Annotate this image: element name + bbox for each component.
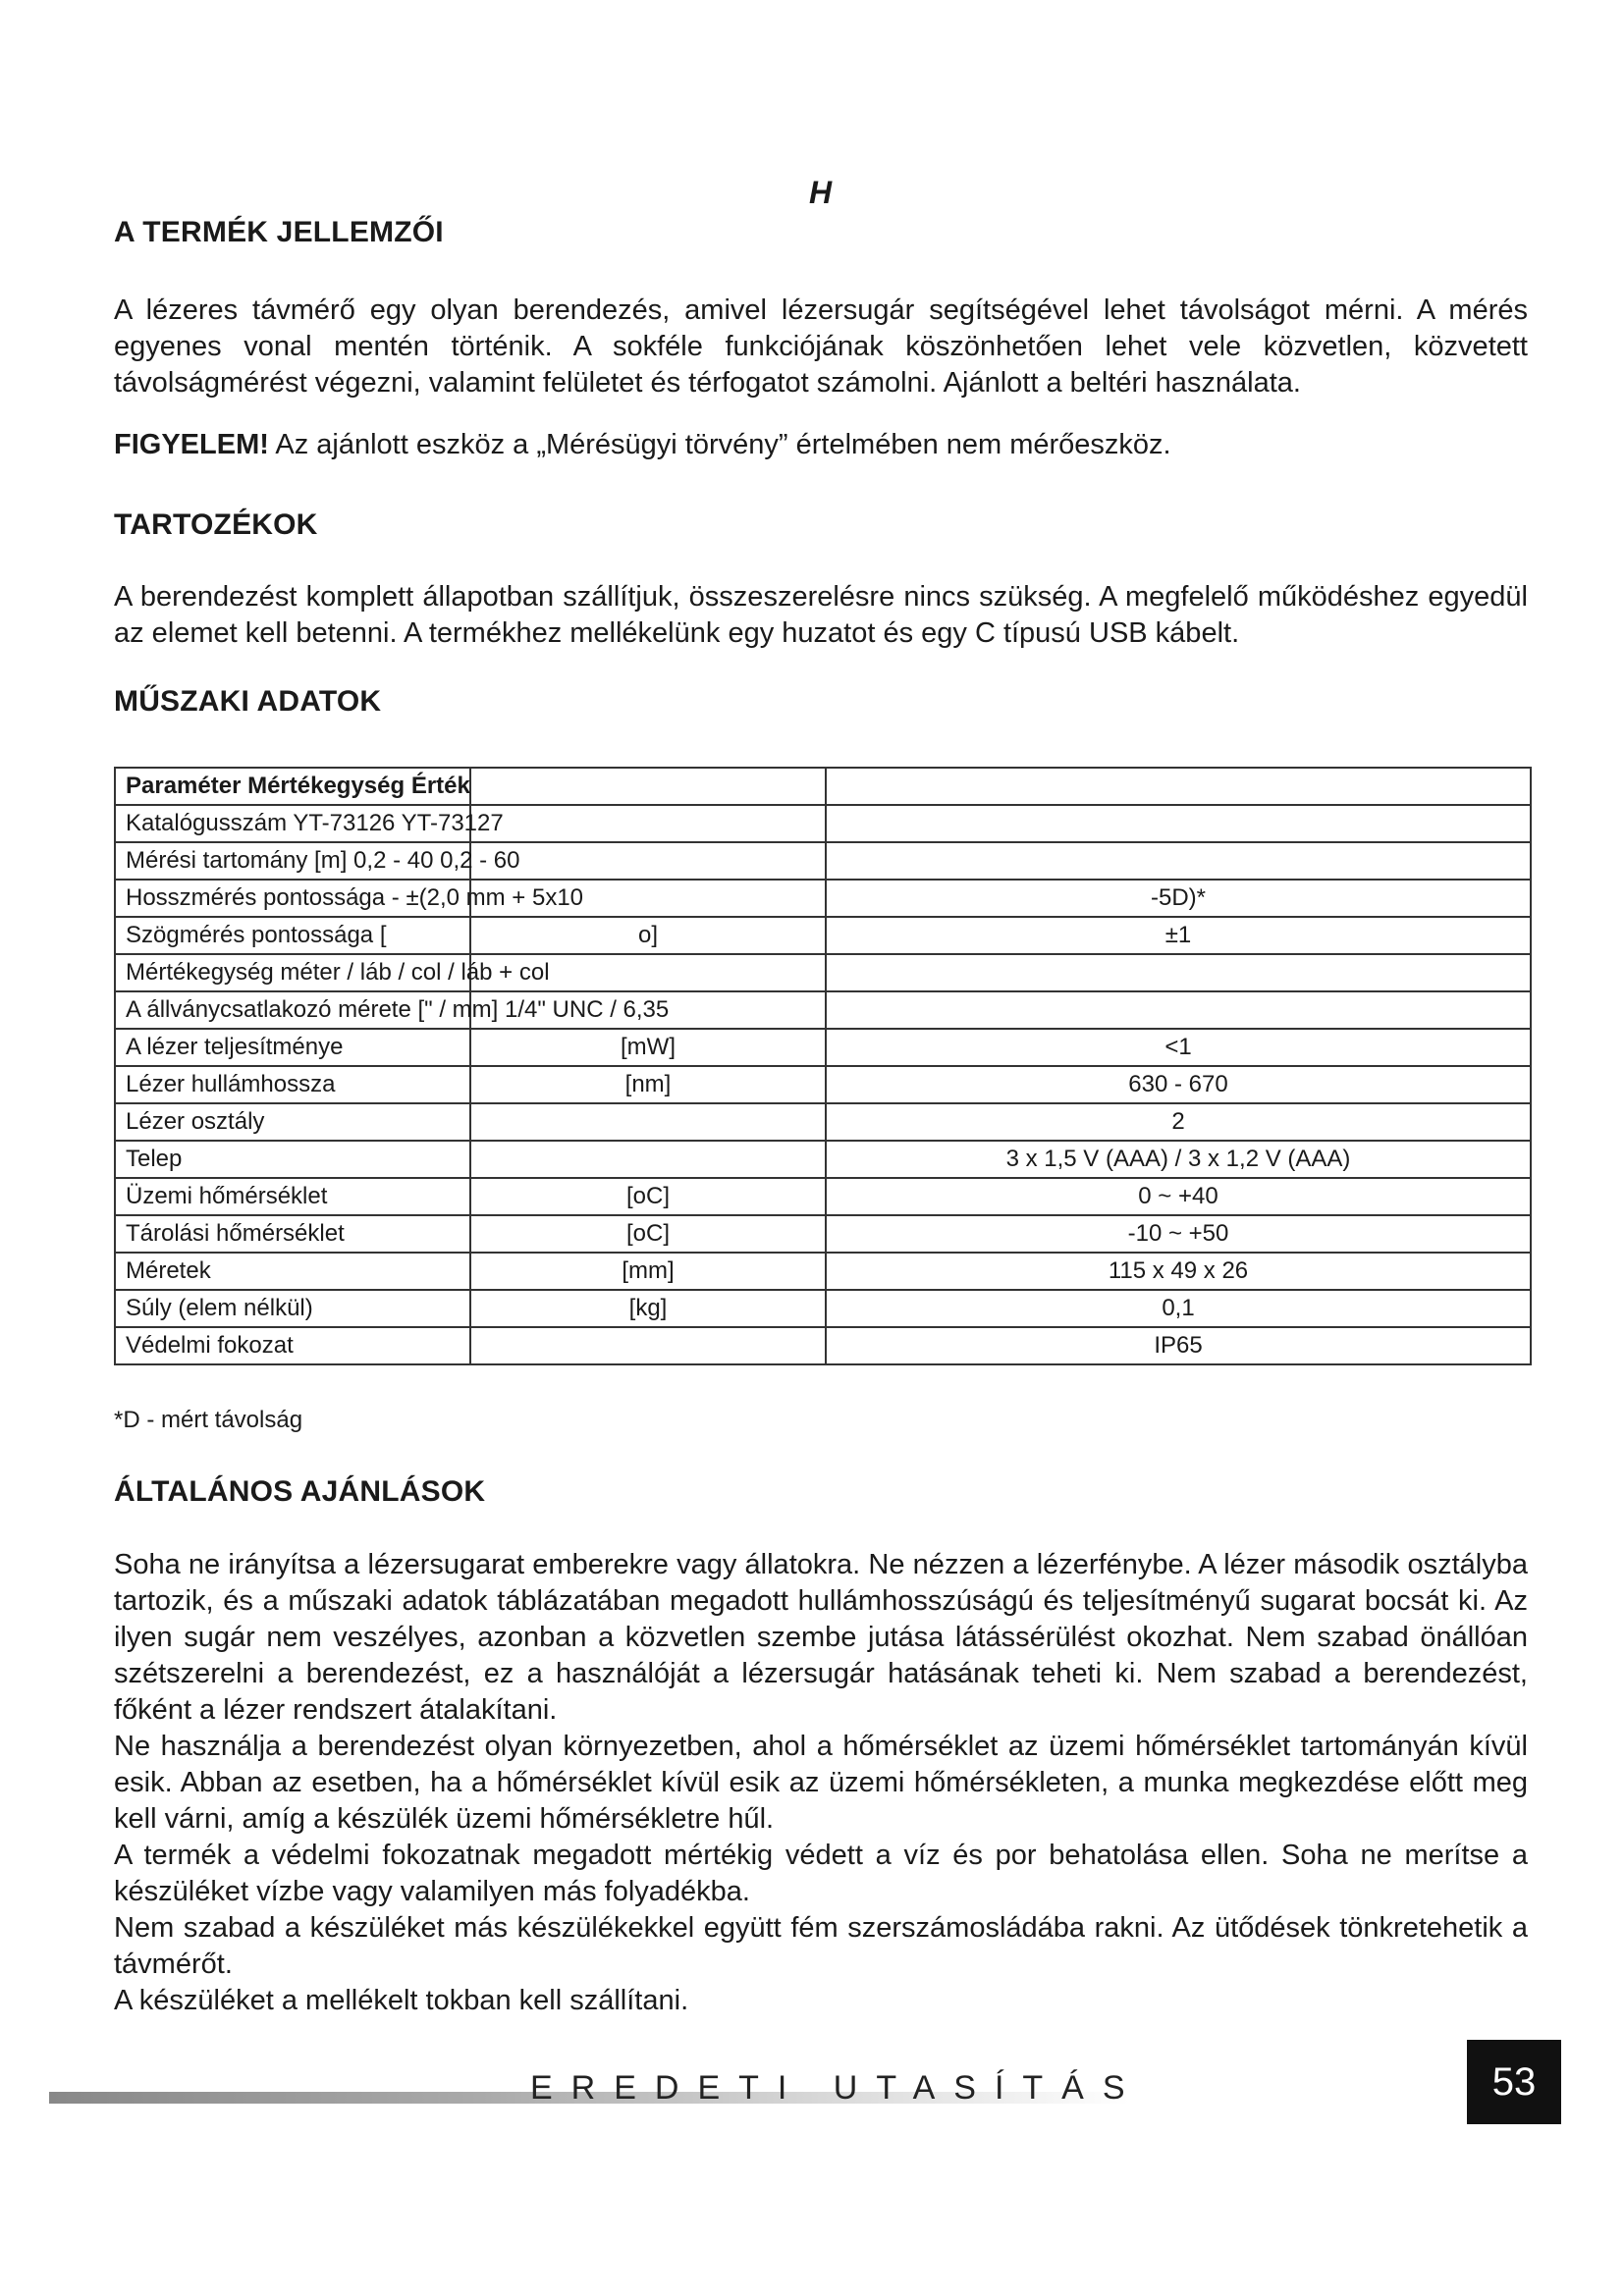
table-cell: Lézer hullámhossza (115, 1066, 470, 1103)
table-row (115, 1141, 1531, 1178)
table-cell: IP65 (826, 1327, 1531, 1364)
recommendations-paragraph-4: Nem szabad a készüléket más készülékekkel együtt fém szerszámosládába rakni. Az ütődések tönkretehetik a távmérőt. (114, 1912, 1528, 1980)
table-header-cell: Paraméter Mértékegység Érték (115, 768, 470, 805)
recommendations-heading: ÁLTALÁNOS AJÁNLÁSOK (114, 1475, 486, 1508)
table-cell: [oC] (470, 1178, 826, 1215)
warning-text: Az ajánlott eszköz a „Mérésügyi törvény” értelmében nem mérőeszköz. (268, 429, 1171, 460)
table-cell: -10 ~ +50 (826, 1215, 1531, 1253)
accessories-paragraph: A berendezést komplett állapotban szállítjuk, összeszerelésre nincs szükség. A megfelelő működéshez egyedül az elemet kell betenni. A termékhez mellékelünk egy huzatot és egy C típusú USB kábelt. (114, 581, 1528, 649)
features-paragraph: A lézeres távmérő egy olyan berendezés, amivel lézersugár segítségével lehet távolságot mérni. A mérés egyenes vonal mentén történik. A sokféle funkciójának köszönhetően lehet vele közvetlen, közvetett távolságmérést végezni, valamint felületet és térfogatot számolni. Ajánlott a beltéri használata. (114, 294, 1528, 399)
table-cell (470, 1141, 826, 1178)
page-number: 53 (1467, 2040, 1561, 2124)
table-cell: [oC] (470, 1215, 826, 1253)
table-cell: 115 x 49 x 26 (826, 1253, 1531, 1290)
warning-label: FIGYELEM! (114, 429, 269, 460)
table-header-row (115, 768, 1531, 805)
table-cell: Mértékegység méter / láb / col / láb + col (115, 954, 470, 991)
table-cell: Súly (elem nélkül) (115, 1290, 470, 1327)
accessories-heading: TARTOZÉKOK (114, 508, 318, 541)
table-cell: A lézer teljesítménye (115, 1029, 470, 1066)
table-cell: o] (470, 917, 826, 954)
table-cell (826, 991, 1531, 1029)
table-row (115, 842, 1531, 880)
table-cell: Védelmi fokozat (115, 1327, 470, 1364)
table-cell: Hosszmérés pontossága - ±(2,0 mm + 5x10 (115, 880, 470, 917)
table-cell: Katalógusszám YT-73126 YT-73127 (115, 805, 470, 842)
table-row (115, 1178, 1531, 1215)
table-row (115, 991, 1531, 1029)
table-cell (470, 805, 826, 842)
table-cell: Szögmérés pontossága [ (115, 917, 470, 954)
table-cell: [mW] (470, 1029, 826, 1066)
table-cell: <1 (826, 1029, 1531, 1066)
features-heading: A TERMÉK JELLEMZŐI (114, 216, 444, 248)
table-footnote: *D - mért távolság (114, 1407, 303, 1433)
table-cell (470, 1103, 826, 1141)
table-cell (826, 805, 1531, 842)
recommendations-paragraph-2: Ne használja a berendezést olyan környezetben, ahol a hőmérséklet az üzemi hőmérséklet tartományán kívül esik. Abban az esetben, ha a hőmérséklet kívül esik az üzemi hőmérsékleten, a munka megkezdése előtt meg kell várni, amíg a készülék üzemi hőmérsékletre hűl. (114, 1731, 1528, 1835)
table-row (115, 1066, 1531, 1103)
table-row (115, 1103, 1531, 1141)
table-cell: ±1 (826, 917, 1531, 954)
table-cell: 0,1 (826, 1290, 1531, 1327)
recommendations-paragraph-1: Soha ne irányítsa a lézersugarat emberekre vagy állatokra. Ne nézzen a lézerfénybe. A lézer második osztályba tartozik, és a műszaki adatok táblázatában megadott hullámhosszúságú és teljesítményű sugarat bocsát ki. Az ilyen sugár nem veszélyes, azonban a közvetlen szembe jutása látássérülést okozhat. Nem szabad önállóan szétszerelni a berendezést, ez a használóját a lézersugár hatásának teheti ki. Nem szabad a berendezést, főként a lézer rendszert átalakítani. (114, 1549, 1528, 1726)
table-cell (470, 842, 826, 880)
technical-data-table (114, 767, 1532, 1365)
table-row (115, 1215, 1531, 1253)
recommendations-paragraph-5: A készüléket a mellékelt tokban kell szállítani. (114, 1985, 689, 2016)
table-row (115, 1290, 1531, 1327)
table-cell: Méretek (115, 1253, 470, 1290)
table-row (115, 917, 1531, 954)
table-cell: Lézer osztály (115, 1103, 470, 1141)
table-cell: 630 - 670 (826, 1066, 1531, 1103)
table-cell: 0 ~ +40 (826, 1178, 1531, 1215)
recommendations-paragraph-3: A termék a védelmi fokozatnak megadott mértékig védett a víz és por behatolása ellen. Soha ne merítse a készüléket vízbe vagy valamilyen más folyadékba. (114, 1840, 1528, 1907)
technical-heading: MŰSZAKI ADATOK (114, 685, 382, 718)
warning-note (114, 429, 1171, 461)
table-cell: [mm] (470, 1253, 826, 1290)
table-cell: 2 (826, 1103, 1531, 1141)
table-header-cell (826, 768, 1531, 805)
table-cell (470, 1327, 826, 1364)
table-cell: Tárolási hőmérséklet (115, 1215, 470, 1253)
language-marker: H (809, 175, 833, 210)
table-row (115, 1253, 1531, 1290)
table-header-cell (470, 768, 826, 805)
table-row (115, 954, 1531, 991)
table-row (115, 1327, 1531, 1364)
table-cell (826, 954, 1531, 991)
table-cell: Üzemi hőmérséklet (115, 1178, 470, 1215)
table-row (115, 805, 1531, 842)
table-cell: 3 x 1,5 V (AAA) / 3 x 1,2 V (AAA) (826, 1141, 1531, 1178)
table-row (115, 1029, 1531, 1066)
table-cell (826, 842, 1531, 880)
table-row (115, 880, 1531, 917)
table-cell: -5D)* (826, 880, 1531, 917)
table-cell: [nm] (470, 1066, 826, 1103)
table-cell: Telep (115, 1141, 470, 1178)
table-cell: Mérési tartomány [m] 0,2 - 40 0,2 - 60 (115, 842, 470, 880)
table-cell: [kg] (470, 1290, 826, 1327)
table-cell: A állványcsatlakozó mérete [" / mm] 1/4" UNC / 6,35 (115, 991, 470, 1029)
footer-label: EREDETI UTASÍTÁS (530, 2069, 1144, 2107)
